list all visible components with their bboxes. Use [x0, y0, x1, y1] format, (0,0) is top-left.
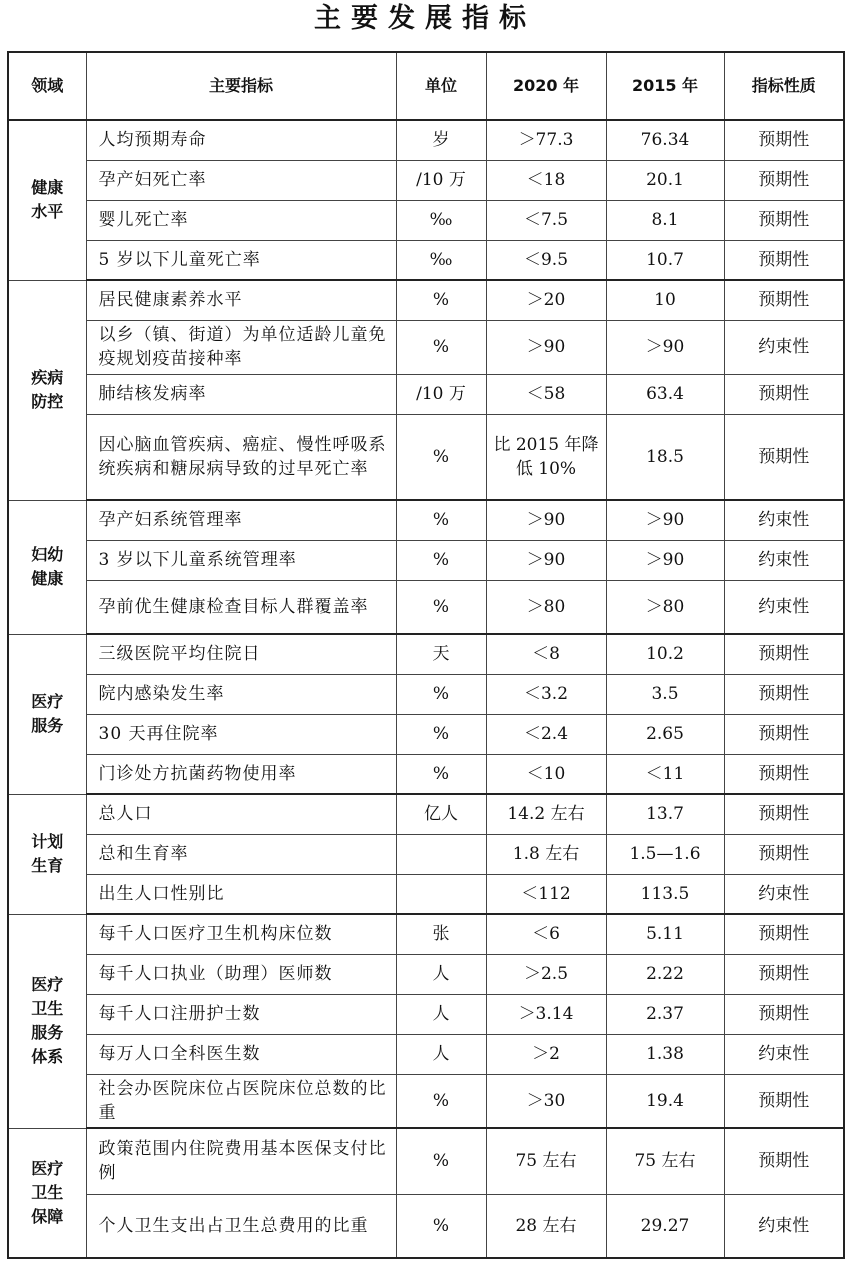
indicator-cell: 三级医院平均住院日 [86, 634, 396, 674]
nature-cell: 预期性 [724, 754, 844, 794]
unit-cell: 天 [396, 634, 486, 674]
unit-cell [396, 834, 486, 874]
unit-cell: 岁 [396, 120, 486, 160]
indicators-table [7, 51, 845, 1259]
nature-cell: 预期性 [724, 714, 844, 754]
value-2015-cell: ＞90 [606, 540, 724, 580]
indicator-cell: 以乡（镇、街道）为单位适龄儿童免疫规划疫苗接种率 [86, 320, 396, 374]
table-row [8, 200, 844, 240]
value-2015-cell: 8.1 [606, 200, 724, 240]
table-row [8, 914, 844, 954]
table-body [8, 120, 844, 1258]
domain-cell: 疾病 防控 [8, 280, 86, 500]
domain-cell: 妇幼 健康 [8, 500, 86, 634]
value-2015-cell: 29.27 [606, 1194, 724, 1258]
unit-cell: 人 [396, 1034, 486, 1074]
unit-cell: 张 [396, 914, 486, 954]
domain-cell: 医疗 卫生 服务 体系 [8, 914, 86, 1128]
value-2020-cell: ＞2 [486, 1034, 606, 1074]
value-2020-cell: ＞20 [486, 280, 606, 320]
table-row [8, 1194, 844, 1258]
indicator-cell: 肺结核发病率 [86, 374, 396, 414]
value-2020-cell: ＞80 [486, 580, 606, 634]
unit-cell: 亿人 [396, 794, 486, 834]
indicator-cell: 孕产妇死亡率 [86, 160, 396, 200]
table-row [8, 120, 844, 160]
table-row [8, 634, 844, 674]
value-2020-cell: ＜3.2 [486, 674, 606, 714]
indicator-cell: 门诊处方抗菌药物使用率 [86, 754, 396, 794]
nature-cell: 预期性 [724, 414, 844, 500]
nature-cell: 约束性 [724, 500, 844, 540]
header-2015: 2015 年 [606, 52, 724, 120]
nature-cell: 约束性 [724, 874, 844, 914]
domain-cell: 计划 生育 [8, 794, 86, 914]
value-2020-cell: 75 左右 [486, 1128, 606, 1194]
header-row [8, 52, 844, 120]
table-row [8, 954, 844, 994]
value-2015-cell: 3.5 [606, 674, 724, 714]
table-row [8, 1074, 844, 1128]
value-2015-cell: 113.5 [606, 874, 724, 914]
unit-cell [396, 874, 486, 914]
value-2015-cell: 10.7 [606, 240, 724, 280]
unit-cell: % [396, 714, 486, 754]
indicator-cell: 因心脑血管疾病、癌症、慢性呼吸系统疾病和糖尿病导致的过早死亡率 [86, 414, 396, 500]
nature-cell: 预期性 [724, 914, 844, 954]
nature-cell: 预期性 [724, 200, 844, 240]
table-row [8, 500, 844, 540]
value-2015-cell: 76.34 [606, 120, 724, 160]
nature-cell: 预期性 [724, 954, 844, 994]
value-2020-cell: ＜58 [486, 374, 606, 414]
table-row [8, 1034, 844, 1074]
table-row [8, 240, 844, 280]
domain-cell: 健康 水平 [8, 120, 86, 280]
table-row [8, 874, 844, 914]
value-2020-cell: ＜9.5 [486, 240, 606, 280]
nature-cell: 预期性 [724, 994, 844, 1034]
value-2020-cell: 比 2015 年降低 10% [486, 414, 606, 500]
nature-cell: 预期性 [724, 834, 844, 874]
value-2020-cell: ＜6 [486, 914, 606, 954]
unit-cell: % [396, 1074, 486, 1128]
domain-cell: 医疗 服务 [8, 634, 86, 794]
table-row [8, 834, 844, 874]
value-2015-cell: 20.1 [606, 160, 724, 200]
nature-cell: 预期性 [724, 120, 844, 160]
indicator-cell: 孕前优生健康检查目标人群覆盖率 [86, 580, 396, 634]
table-row [8, 280, 844, 320]
indicator-cell: 居民健康素养水平 [86, 280, 396, 320]
unit-cell: ‰ [396, 200, 486, 240]
nature-cell: 预期性 [724, 280, 844, 320]
nature-cell: 预期性 [724, 1128, 844, 1194]
table-row [8, 674, 844, 714]
value-2015-cell: 2.37 [606, 994, 724, 1034]
value-2020-cell: ＞3.14 [486, 994, 606, 1034]
unit-cell: % [396, 540, 486, 580]
value-2020-cell: ＞90 [486, 320, 606, 374]
value-2020-cell: ＜10 [486, 754, 606, 794]
value-2015-cell: 1.5—1.6 [606, 834, 724, 874]
nature-cell: 约束性 [724, 320, 844, 374]
table-row [8, 540, 844, 580]
table-row [8, 414, 844, 500]
value-2020-cell: 28 左右 [486, 1194, 606, 1258]
indicator-cell: 30 天再住院率 [86, 714, 396, 754]
value-2015-cell: 2.22 [606, 954, 724, 994]
nature-cell: 预期性 [724, 374, 844, 414]
value-2015-cell: 1.38 [606, 1034, 724, 1074]
nature-cell: 预期性 [724, 794, 844, 834]
page-title: 主要发展指标 [314, 3, 536, 34]
header-nature: 指标性质 [724, 52, 844, 120]
table-row [8, 580, 844, 634]
value-2015-cell: 10.2 [606, 634, 724, 674]
indicator-cell: 个人卫生支出占卫生总费用的比重 [86, 1194, 396, 1258]
value-2020-cell: 1.8 左右 [486, 834, 606, 874]
header-unit: 单位 [396, 52, 486, 120]
unit-cell: % [396, 754, 486, 794]
value-2015-cell: 10 [606, 280, 724, 320]
nature-cell: 约束性 [724, 1194, 844, 1258]
value-2015-cell: ＞90 [606, 320, 724, 374]
table-row [8, 1128, 844, 1194]
nature-cell: 预期性 [724, 160, 844, 200]
unit-cell: % [396, 320, 486, 374]
indicator-cell: 每千人口注册护士数 [86, 994, 396, 1034]
value-2015-cell: 19.4 [606, 1074, 724, 1128]
header-indicator: 主要指标 [86, 52, 396, 120]
value-2020-cell: ＞30 [486, 1074, 606, 1128]
value-2015-cell: ＞90 [606, 500, 724, 540]
nature-cell: 约束性 [724, 540, 844, 580]
value-2020-cell: ＜8 [486, 634, 606, 674]
header-domain: 领域 [8, 52, 86, 120]
value-2020-cell: ＞77.3 [486, 120, 606, 160]
unit-cell: /10 万 [396, 374, 486, 414]
unit-cell: % [396, 414, 486, 500]
unit-cell: ‰ [396, 240, 486, 280]
value-2015-cell: ＜11 [606, 754, 724, 794]
unit-cell: % [396, 674, 486, 714]
unit-cell: % [396, 1194, 486, 1258]
indicator-cell: 婴儿死亡率 [86, 200, 396, 240]
table-row [8, 160, 844, 200]
nature-cell: 预期性 [724, 674, 844, 714]
unit-cell: /10 万 [396, 160, 486, 200]
table-row [8, 754, 844, 794]
unit-cell: 人 [396, 994, 486, 1034]
indicator-cell: 总人口 [86, 794, 396, 834]
value-2020-cell: ＞2.5 [486, 954, 606, 994]
unit-cell: % [396, 500, 486, 540]
nature-cell: 预期性 [724, 634, 844, 674]
indicator-cell: 人均预期寿命 [86, 120, 396, 160]
table-row [8, 320, 844, 374]
value-2020-cell: ＜112 [486, 874, 606, 914]
value-2015-cell: 63.4 [606, 374, 724, 414]
indicator-cell: 院内感染发生率 [86, 674, 396, 714]
header-2020: 2020 年 [486, 52, 606, 120]
indicator-cell: 出生人口性别比 [86, 874, 396, 914]
table-row [8, 994, 844, 1034]
indicator-cell: 3 岁以下儿童系统管理率 [86, 540, 396, 580]
indicator-cell: 政策范围内住院费用基本医保支付比例 [86, 1128, 396, 1194]
value-2015-cell: ＞80 [606, 580, 724, 634]
unit-cell: % [396, 1128, 486, 1194]
indicator-cell: 孕产妇系统管理率 [86, 500, 396, 540]
indicator-cell: 每万人口全科医生数 [86, 1034, 396, 1074]
nature-cell: 约束性 [724, 580, 844, 634]
value-2020-cell: ＜7.5 [486, 200, 606, 240]
value-2015-cell: 5.11 [606, 914, 724, 954]
value-2020-cell: 14.2 左右 [486, 794, 606, 834]
value-2015-cell: 2.65 [606, 714, 724, 754]
value-2015-cell: 18.5 [606, 414, 724, 500]
value-2020-cell: ＞90 [486, 500, 606, 540]
indicator-cell: 总和生育率 [86, 834, 396, 874]
indicator-cell: 每千人口医疗卫生机构床位数 [86, 914, 396, 954]
nature-cell: 约束性 [724, 1034, 844, 1074]
value-2020-cell: ＜2.4 [486, 714, 606, 754]
table-row [8, 794, 844, 834]
value-2020-cell: ＞90 [486, 540, 606, 580]
nature-cell: 预期性 [724, 1074, 844, 1128]
table-row [8, 374, 844, 414]
value-2015-cell: 75 左右 [606, 1128, 724, 1194]
unit-cell: % [396, 280, 486, 320]
indicator-cell: 每千人口执业（助理）医师数 [86, 954, 396, 994]
table-row [8, 714, 844, 754]
unit-cell: 人 [396, 954, 486, 994]
unit-cell: % [396, 580, 486, 634]
indicator-cell: 5 岁以下儿童死亡率 [86, 240, 396, 280]
value-2020-cell: ＜18 [486, 160, 606, 200]
nature-cell: 预期性 [724, 240, 844, 280]
domain-cell: 医疗 卫生 保障 [8, 1128, 86, 1258]
value-2015-cell: 13.7 [606, 794, 724, 834]
indicator-cell: 社会办医院床位占医院床位总数的比重 [86, 1074, 396, 1128]
